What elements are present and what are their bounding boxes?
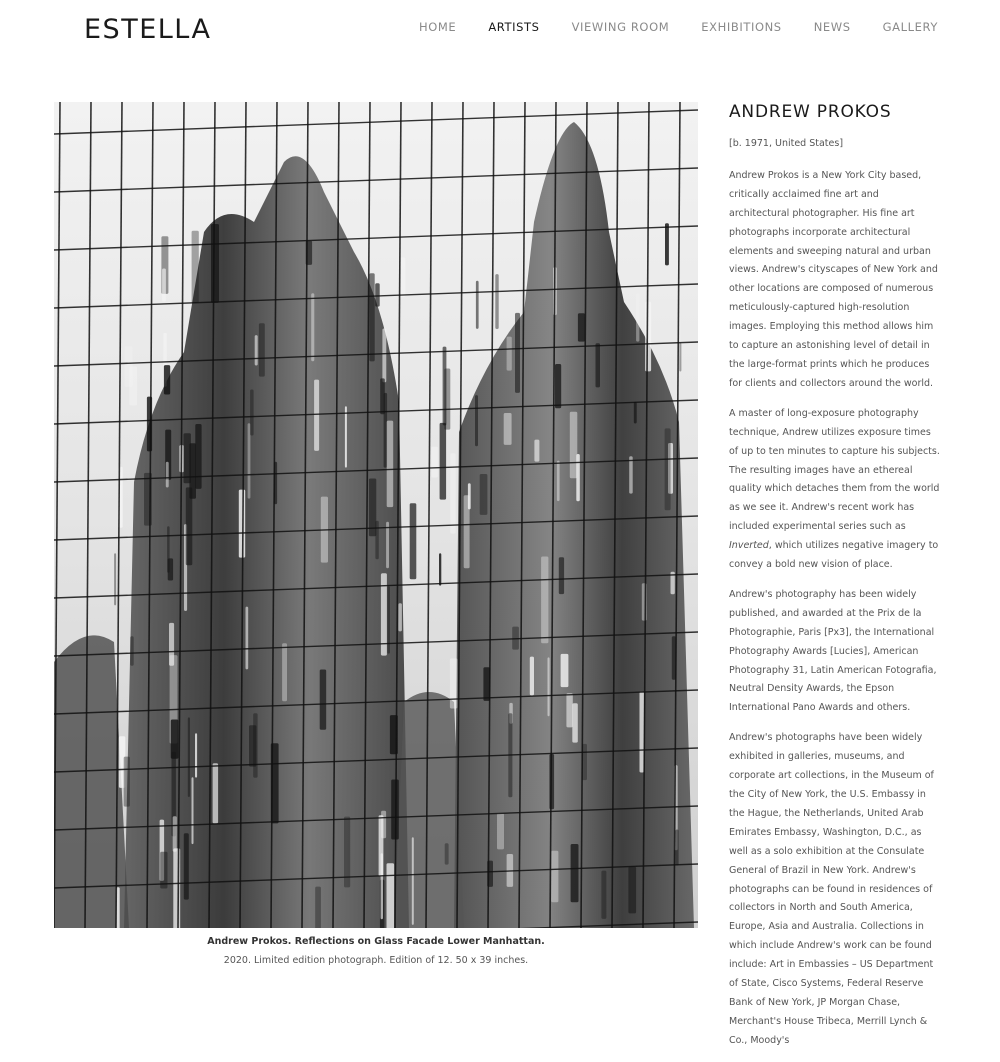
site-header [0, 0, 1000, 60]
bio-paragraph-1: Andrew Prokos is a New York City based, critically acclaimed fine art and architectural photographer. His fine art photographs incorporate architectural elements and sweeping natural and urban views. Andrew's cityscapes of New York and other locations are composed of numerous meticulously-captured high-resolution images. Employing this method allows him to capture an astonishing level of detail in the large-format prints which he produces for clients and collectors around the world. [729, 169, 938, 389]
artist-name: ANDREW PROKOS [729, 102, 892, 122]
main-nav [387, 20, 938, 34]
nav-item-news[interactable]: NEWS [813, 20, 851, 34]
nav-item-home[interactable]: HOME [419, 20, 457, 34]
nav-item-artists[interactable]: ARTISTS [488, 20, 540, 34]
nav-item-viewing-room[interactable]: VIEWING ROOM [571, 20, 670, 34]
bio-paragraph-3: Andrew's photography has been widely published, and awarded at the Prix de la Photographie, Paris [Px3], the International Photography Awards [Lucies], American Photography 31, Latin American Fotografia, Neutral Density Awards, the Epson International Pano Awards and others. [729, 588, 937, 714]
artwork-image[interactable] [54, 102, 698, 928]
nav-item-exhibitions[interactable]: EXHIBITIONS [701, 20, 782, 34]
artist-bio-column [729, 102, 941, 1062]
site-logo[interactable]: ESTELLA [84, 14, 212, 45]
artwork-caption-details: 2020. Limited edition photograph. Edition of 12. 50 x 39 inches. [223, 955, 529, 966]
bio-paragraph-4: Andrew's photographs have been widely exhibited in galleries, museums, and corporate art collections, in the Museum of the City of New York, the U.S. Embassy in the Hague, the Netherlands, United Arab Emirates Embassy, Washington, D.C., as well as a solo exhibition at the Consulate General of Brazil in New York. Andrew's photographs can be found in residences of collectors in North and South America, Europe, Asia and Australia. Collections in which include Andrew's work can be found include: Art in Embassies – US Department of State, Cisco Systems, Federal Reserve Bank of New York, JP Morgan Chase, Merchant's House Tribeca, Merrill Lynch & Co., Moody's [729, 732, 934, 1046]
artwork-photograph [54, 102, 698, 928]
bio-paragraph-2: A master of long-exposure photography technique, Andrew utilizes exposure times of up to ten minutes to capture his subjects. The resulting images have an ethereal quality which detaches them from the world as we see it. Andrew's recent work has included experimental series such as Inverted, which utilizes negative imagery to convey a bold new vision of place. [729, 407, 940, 571]
artwork-caption-title: Andrew Prokos. Reflections on Glass Facade Lower Manhattan. [207, 936, 545, 947]
artist-birth-info: [b. 1971, United States] [729, 138, 844, 149]
nav-item-gallery[interactable]: GALLERY [882, 20, 938, 34]
